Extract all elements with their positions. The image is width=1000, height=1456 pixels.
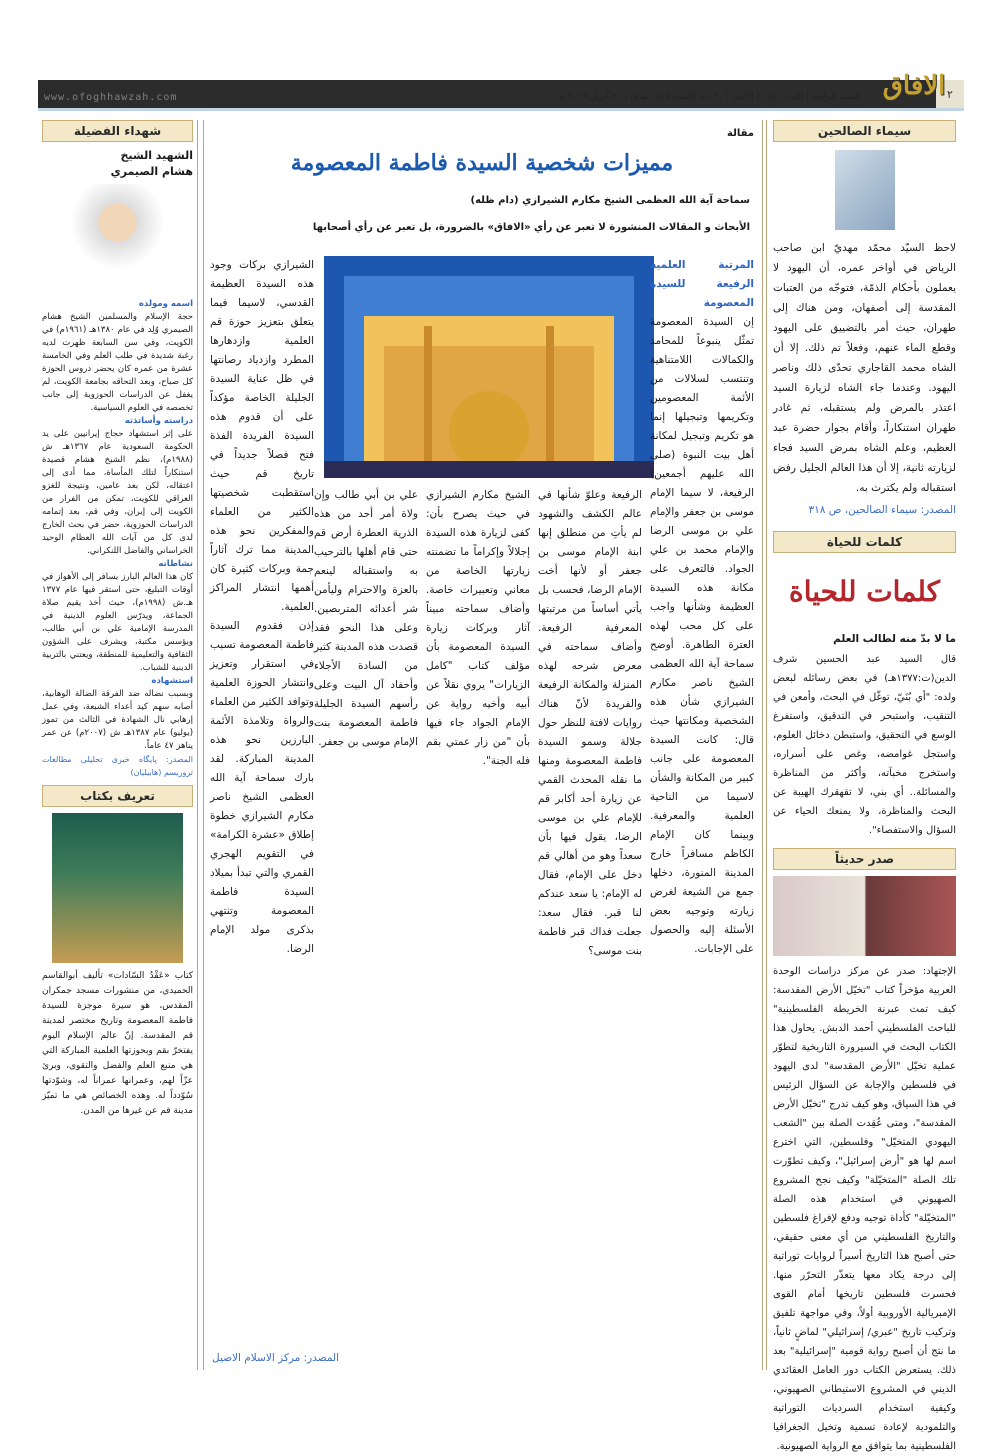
col5-cont: إذن فقدوم السيدة فاطمة المعصومة تسبب في استقرار وتعزيز وانتشار الحوزة العلمية وتوافد الكثير من العلماء والرواة وتلامذة الأئمة البارزين نحو هذه المدينة المباركة. لقد بارك سماحة آية الله العظمى الشيخ ناصر مكارم الشيرازي خطوة إطلاق «عشرة الكرامة» في التقويم الهجري القمري والتي تبدأ بميلاد السيدة فاطمة المعصومة وتنتهي بذكرى مولد الإمام الرضا. [209, 620, 314, 955]
bio-heading-2: دراسته وأساتذته [124, 416, 193, 426]
martyr-portrait [42, 184, 193, 294]
bio-text-2: على إثر استشهاد حجاج إيرانيين على يد الحكومة السعودية عام ١٣٦٧هـ ش (١٩٨٨م)، نظم الشيخ هشام قصيدة استنكاراً لتلك المأساة، مما أدى إلى اعتقاله، لكن بعد عامين، ونتيجة للغزو العراقي للكويت، تمكن من الفرار من الكويت إلى إيران، وفي قم، بعد إتمامه الدراسات الحوزوية، حضر في بحث الخارج لدى كل من آيات الله العظام الوحيد الخراساني والفاضل اللنكراني. [42, 429, 193, 556]
masthead-logo [868, 66, 960, 106]
book-intro-text: كتاب «عَقْدُ السّادات» تأليف أبوالقاسم الحميدي، من منشورات مسجد جمكران المقدس، هو سيرة موجزة للسيدة فاطمة المعصومة وتاريخ مختصر لمدينة قم المقدسة. إنّ عالم الإسلام اليوم يفتخرّ بقم وبحوزتها العلمية المباركة التي هي منبع العلم والفضل والتقوى، وبرئ عزّاً لهم، وعمرانها عمراناً له، وشوّدتها سُوّدداً له. وهذه الخصائص هي ما تميّز مدينة قم عن غيرها من المدن. [42, 971, 193, 1116]
header-rule [38, 108, 964, 111]
kalimat-text: قال السيد عبد الحسين شرف الدين(ت:١٣٧٧هـ) في بعض رسائله لبعض ولده: "أي بُنَيّ، توغّل في البحث، وأمعن في التنقيب، واستبحر في التدقيق، واستفرغ الوسع في التحقيق، واستبطن دخائل العلوم، واستجل غوامضه، وغص على أسراره، واستخرج مخبآته، وأكثر من المناظرة والمسائلة.. أي بني، لا تقهقرك الهيبة عن البحث والمناظرة، ولا يمنعك الحياء عن السؤال والاستفصاء". [773, 654, 956, 836]
col3-text: الشيخ مكارم الشيرازي في حيث يصرح بأن: كفى لزيارة هذه السيدة إجلالاً وإكراماً ما تضمنته زيارتها الخاصة من معاني وتعبيرات خاصة. وأضاف سماحته مبيناً آثار وبركات زيارة السيدة المعصومة بأن مؤلف كتاب "كامل الزيارات" يروي نقلاً عن أبيه وأخيه رواية عن الإمام الجواد جاء فيها بأن "من زار عمتي بقم فله الجنة". [426, 489, 530, 767]
shrine-photo [324, 256, 654, 478]
martyr-name-1: الشهيد الشيخ [120, 149, 193, 162]
disclaimer: الأبحاث و المقالات المنشورة لا تعبر عن رأي «الافاق» بالضرورة، بل تعبر عن رأي أصحابها [312, 222, 750, 233]
sadar-text: الإجتهاد: صدر عن مركز دراسات الوحدة العربية مؤخراً كتاب "تخيّل الأرض المقدسة: كيف تمت عبرنة الخريطة الفلسطينية" للباحث الفلسطيني أحمد الدبش. يحاول هذا الكتاب البحث في السيرورة التاريخية لتطوّر عملية تخيّل "الأرض المقدسة" لدى اليهود في فلسطين والإجابة عن السؤال الرئيس في هذا السياق، وهو كيف تدرج "تخيّل الأرض المقدسة"، ومتى عُقِدت الصلة بين "الشعب اليهودي المتخيّل" وفلسطين، التي اخترع اسم لها هو "أرض إسرائيل"، وكيف تطوّرت تلك الصلة "المتخيّلة" وكيف نجح المشروع الصهيوني في استخدام هذه الصلة "المتخيّلة" كأداة توجيه ودفع لإفراغ فلسطين والتاريخ الفلسطيني من أي معنى حقيقي، حتى أصبح هذا التاريخ أسيراً لروايات توراتية إلى درجة يكاد معها يتعذّر التحرّر منها. فحسرت فلسطين تاريخها أمام القوى الإمبريالية الأوروبية أولاً، وفي مواجهة تلفيق وتركيب تاريخ "عبري/ إسرائيلي" لماضٍ ثانياً، ما نتج أن أصبح رواية قومية "إسرائيلية" بعد ذلك. يستعرض الكتاب دور العامل العقائدي الديني في المشروع الاستيطاني الصهيوني، وكيفية استخدام السرديات التوراتية والتلمودية لإعادة تسمية وتخيل الجغرافيا الفلسطينية بما يتوافق مع الرواية الصهيونية. [772, 966, 956, 1452]
col4-text: علي بن أبي طالب وإن ولاة أمر أحد من هذه الذرية العطرة أرض قم حتى قام أهلها بالترحيب به واستقباله لينعم بالعزة والاحترام وليأمن شر أعدائه المتربصين. وعلى هذا النحو فقد قصدت هذه المدينة كثير من السادة الأجلاء وأحفاد آل البيت وعلى رأسهم السيدة الجليلة فاطمة المعصومة بنت الإمام موسى بن جعفر. [314, 489, 418, 748]
article-col-3 [426, 486, 530, 1346]
bio-text-3: كان هذا العالم البارز يسافر إلى الأهواز في أوقات التبليغ، حتى استقر فيها عام ١٣٧٧ هـ.ش (١٩٩٨م)، حيث أخذ يقيم صلاة الجماعة، ويدرّس العلوم الدينية في المدرسة الإمامية علي بن أبي طالب، ويؤسس مكتبة، ويشرف على الشؤون الثقافية والتعليمية للمنطقة، ويعتني بالتربية الدينية للشباب. [42, 572, 193, 673]
article-col-2 [538, 486, 642, 1346]
issue-info: السنة الرابعة | العدد ١٤٤١ | الاثنين | ٣٠ ذي القعدة ١٤٤٧ هـ.ق | ٢٠ أبريل ٢٠٢٦ م [559, 92, 860, 102]
sadar-title: صدر حديثاً [773, 848, 956, 870]
kalimat-subtitle: ما لا بدّ منه لطالب العلم [833, 633, 956, 645]
kalimat-calligraphy: كلمات للحياة [789, 574, 940, 608]
book-intro-title: تعريف بكتاب [42, 785, 193, 807]
article-title: مميزات شخصية السيدة فاطمة المعصومة [290, 150, 674, 176]
bio-text-1: حجة الإسلام والمسلمين الشيخ هشام الصيمري وُلِد في عام ١٣٨٠هـ (١٩٦١م) في الكويت، وفي سن السابعة ظهرت لديه رغبة شديدة في طلب العلم وفي الخامسة عشرة من عمره كان يحضر دروس الحوزة كل صباح، وبعد التحاقه بجامعة الكويت، لم يغفل عن الدراسات الحوزوية إلى جانب تخصصه في العلوم السياسية. [42, 312, 194, 413]
bio-heading-1: اسمه ومولده [138, 299, 193, 309]
sima-book-cover [835, 150, 895, 230]
kalimat-title: كلمات للحياة [773, 531, 956, 553]
sima-title: سيماء الصالحين [773, 120, 956, 142]
article-col-4 [314, 486, 418, 1346]
website: www.ofoghhawzah.com [44, 92, 178, 103]
shrine-illustration [324, 256, 654, 478]
right-column [766, 120, 962, 1452]
main-article [203, 120, 763, 1370]
col1-text: إن السيدة المعصومة تمثّل ينبوعاً للمحامد والكمالات اللامتناهية وتنتسب لسلالات من الأئمة المعصومين وتكريمها وتبجيلها إنما هو تكريم وتبجيل لمكانة أهل بيت النبوة (صلى الله عليهم أجمعين) الرفيعة، لا سيما الإمام موسى بن جعفر والإمام علي بن موسى الرضا والإمام محمد بن علي الجواد. فالتعرف على مكانة هذه السيدة العظيمة وشأنها واجب على كل محب لهذه العترة الطاهرة. أوضح سماحة آية الله العظمى الشيخ ناصر مكارم الشيرازي شأن هذه الشخصية ومكانتها حيث قال: كانت السيدة المعصومة على جانب كبير من المكانة والشأن لاسيما من الناحية العلمية والمعرفية. وبينما كان الإمام الكاظم مسافراً خارج المدينة المنورة، دخلها جمع من الشيعة لغرض زيارته وتوجيه بعض الأسئلة إليه والحصول على الإجابات. [650, 316, 754, 955]
article-author: سماحة آية الله العظمى الشيخ مكارم الشيرازي (دام ظله) [470, 195, 750, 206]
page-number: ٢ [936, 80, 964, 108]
left-column [38, 120, 198, 1370]
article-source: المصدر: مركز الاسلام الاصيل [212, 1352, 340, 1364]
book-cover [52, 813, 183, 963]
article-tag: مقالة [727, 128, 754, 139]
article-col-5 [210, 256, 314, 1346]
sima-source: المصدر: سيماء الصالحين، ص ٣١٨ [808, 504, 956, 516]
col5-text: الشيرازي بركات وجود هذه السيدة العظيمة القدسي، لاسيما فيما يتعلق بتعزيز حوزة قم العلمية وازدهارها المطرد وازدياد رصانتها في ظل عناية السيدة الجليلة الخاصة مؤكداً على أن قدوم هذه السيدة الفريدة الفذة فتح فصلاً جديداً في تاريخ قم حيث استقطبت شخصيتها الكثير من العلماء والمفكرين نحو هذه المدينة مما ترك آثاراً جمة وبركات كثيرة كان أهمها انتشار المراكز العلمية. [210, 259, 314, 613]
col2-text: الرفيعة وعلوّ شأنها في عالم الكشف والشهود لم يأتِ من منطلق إنها ابنة الإمام موسى بن جعفر أو لأنها أخت الإمام الرضا، فحسب بل يأتي أساساً من مرتبتها المعرفية الرفيعة. وأضاف سماحته في معرض شرحه لهذه المنزلة والمكانة الرفيعة والفريدة لأنّ هناك روايات لافتة للنظر حول جلالة وسمو السيدة فاطمة المعصومة ومنها ما نقله المحدث القمي عن زيارة أحد أكابر قم للإمام علي بن موسى الرضا، يقول فيها بأن سعداً وهو من أهالي قم دخل على الإمام، فقال له الإمام: يا سعد عندكم لنا قبر. فقال سعد: جعلت فداك قبر فاطمة بنت موسى؟ [537, 489, 642, 957]
bio-source: المصدر: پايگاه خبری تحليلی مطالعات تروريسم (هابيليان) [42, 755, 193, 777]
col1-heading: المرتبة العلمية الرفيعة للسيدة المعصومة [650, 259, 754, 309]
bio-heading-4: استشهاده [151, 676, 193, 686]
article-col-1 [650, 256, 754, 1346]
bio-heading-3: نشاطاته [158, 559, 193, 569]
martyr-name-2: هشام الصيمري [110, 165, 193, 178]
sima-text: لاحظ السيّد محمّد مهديّ ابن صاحب الرياض في أواخر عمره، أن اليهود لا يعملون بأحكام الذمّة، فتوجّه من العتبات المقدسة إلى أصفهان، ومن هناك إلى طهران، حيث أمر بالتضييق على اليهود وقطع الماء عنهم، وفعلاً تم ذلك. إلا أن الشاه محمد القاجاري تحدّى ذلك وناصر اليهود. وعندما جاء الشاه لزيارة السيد اعتذر بالمرض ولم يستقبله، ثم غادر طهران استنكاراً، وأقام بجوار حضرة عبد العظيم، وعلم الشاه بمرض السيد فجاء لزيارته ثانية، إلا أن هذا العالم الجليل رفض استقباله ولم يكترث به. [773, 242, 956, 494]
masthead-text: الافاق [882, 71, 946, 101]
shuhada-title: شهداء الفضيلة [42, 120, 193, 142]
sadar-book-image [773, 876, 956, 956]
bio-text-4: وبسبب نضاله ضد الفرقة الضالة الوهابية، أصابه سهم كيد أعداء الشيعة، وفي عمل إرهابي نال الشهادة في الثالث من تموز (يوليو) عام ١٣٨٧هـ ش (٢٠٠٧م) عن عمر يناهز ٤٧ عاماً. [42, 689, 194, 751]
